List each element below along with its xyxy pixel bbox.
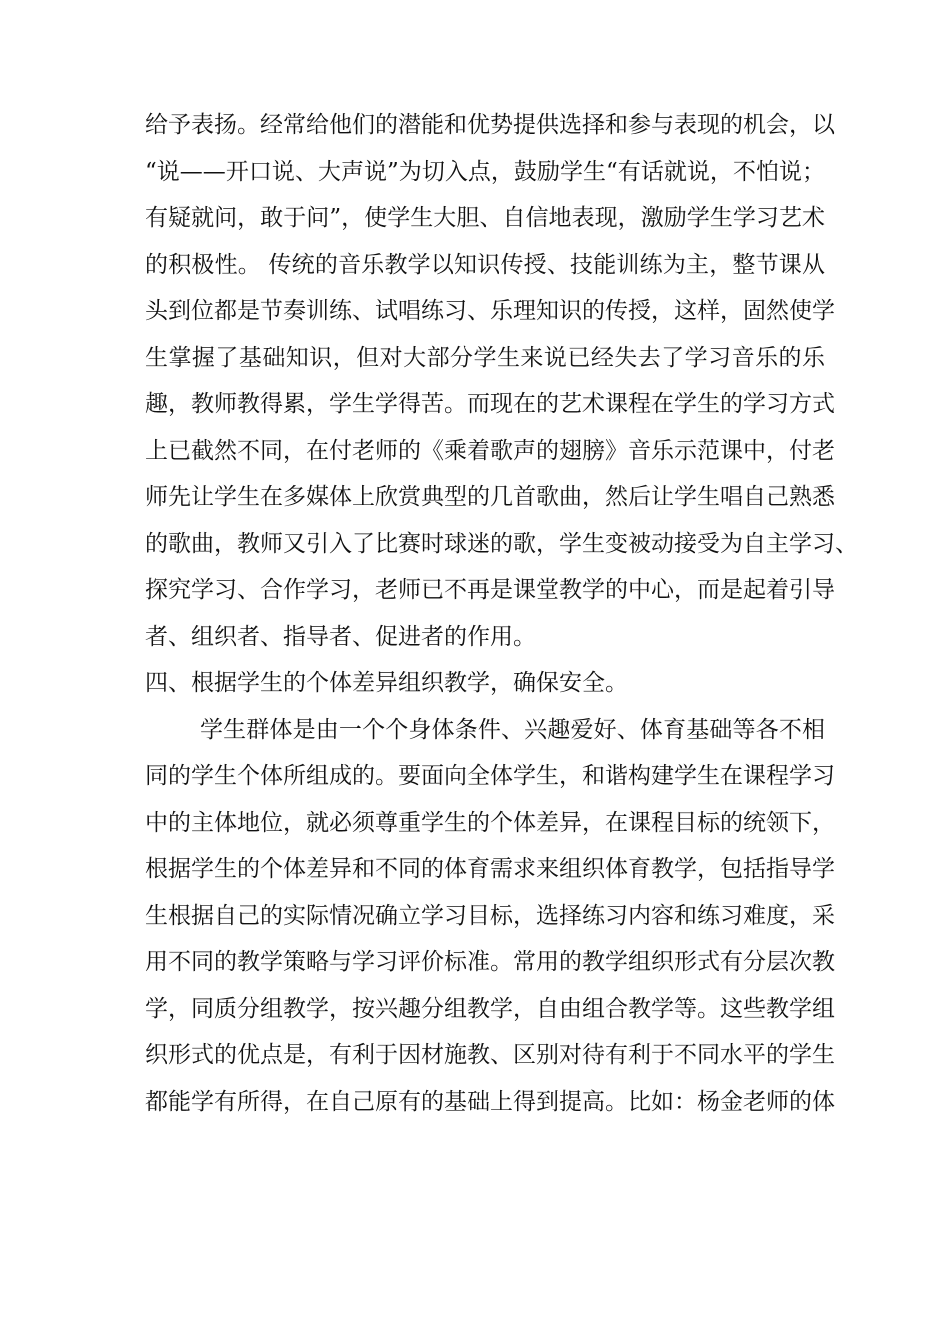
text-line: 有疑就问，敢于问”，使学生大胆、自信地表现，激励学生学习艺术	[145, 205, 825, 231]
text-line: 给予表扬。经常给他们的潜能和优势提供选择和参与表现的机会，以	[145, 112, 835, 138]
text-line: 同的学生个体所组成的。要面向全体学生，和谐构建学生在课程学习	[145, 763, 835, 789]
text-line: 织形式的优点是，有利于因材施教、区别对待有利于不同水平的学生	[145, 1042, 835, 1068]
text-line: 的歌曲，教师又引入了比赛时球迷的歌，学生变被动接受为自主学习、	[145, 530, 858, 557]
text-line: 都能学有所得，在自己原有的基础上得到提高。比如：杨金老师的体	[145, 1088, 835, 1115]
section-heading: 四、根据学生的个体差异组织教学，确保安全。	[145, 670, 628, 696]
text-line: 的积极性。 传统的音乐教学以知识传授、技能训练为主，整节课从	[145, 251, 825, 278]
text-line: 者、组织者、指导者、促进者的作用。	[145, 623, 536, 650]
text-line: 上已截然不同，在付老师的《乘着歌声的翅膀》音乐示范课中，付老	[145, 437, 835, 464]
text-line: 探究学习、合作学习，老师已不再是课堂教学的中心，而是起着引导	[145, 577, 835, 603]
text-line: 中的主体地位，就必须尊重学生的个体差异，在课程目标的统领下，	[145, 809, 835, 836]
text-line: 生掌握了基础知识，但对大部分学生来说已经失去了学习音乐的乐	[145, 344, 825, 371]
text-line: 学，同质分组教学，按兴趣分组教学，自由组合教学等。这些教学组	[145, 995, 835, 1022]
text-line: 根据学生的个体差异和不同的体育需求来组织体育教学，包括指导学	[145, 856, 835, 882]
text-line: 趣，教师教得累，学生学得苦。而现在的艺术课程在学生的学习方式	[145, 391, 835, 417]
text-line: 用不同的教学策略与学习评价标准。常用的教学组织形式有分层次教	[145, 949, 835, 975]
text-line: 生根据自己的实际情况确立学习目标，选择练习内容和练习难度，采	[145, 902, 835, 929]
text-line: “说——开口说、大声说”为切入点，鼓励学生“有话就说，不怕说；	[145, 158, 825, 185]
text-line: 学生群体是由一个个身体条件、兴趣爱好、体育基础等各不相	[200, 716, 825, 743]
body-text	[145, 102, 858, 1125]
text-line: 头到位都是节奏训练、试唱练习、乐理知识的传授，这样，固然使学	[145, 298, 835, 324]
text-line: 师先让学生在多媒体上欣赏典型的几首歌曲，然后让学生唱自己熟悉	[145, 484, 835, 510]
